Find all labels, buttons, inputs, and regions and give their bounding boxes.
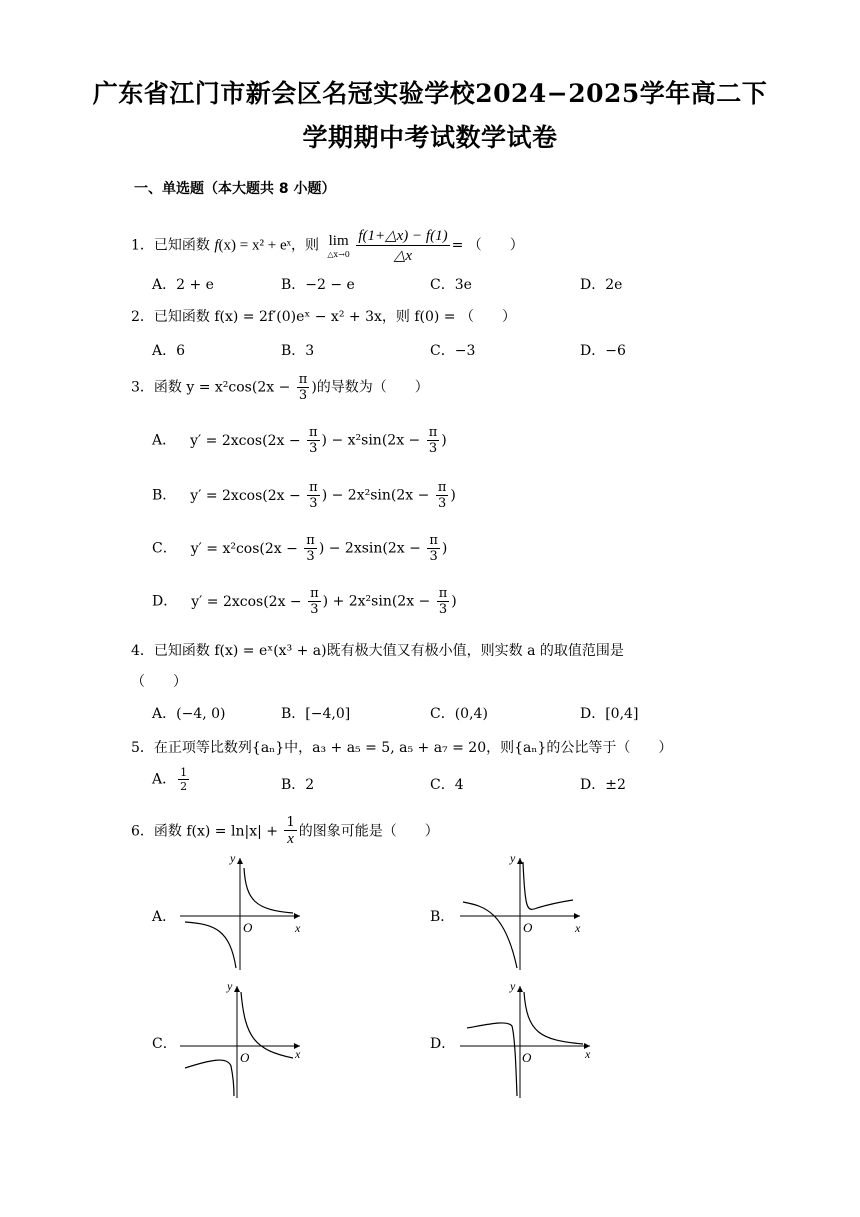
question-2: 2．已知函数 f(x) = 2f′(0)eˣ − x² + 3x，则 f(0) = （ ） xyxy=(131,309,516,325)
q1-number: 1． xyxy=(131,237,154,254)
section-heading: 一、单选题（本大题共 8 小题） xyxy=(134,181,336,197)
q6-option-b-label: B． xyxy=(430,909,455,925)
q5-option-d: D．±2 xyxy=(580,777,626,793)
q6-option-a-label: A． xyxy=(152,909,177,925)
q4-option-a: A．(−4, 0) xyxy=(152,706,226,722)
q3-option-b: B． y′ = 2xcos(2x − $\frac{\pi}{3}$ ) − 2x²sin(2x − $\frac{\pi}{3}$ ) xyxy=(152,480,456,511)
q6-option-d-label: D． xyxy=(430,1036,456,1052)
question-4: 4．已知函数 f(x) = eˣ(x³ + a)既有极大值又有极小值，则实数 a 的取值范围是 xyxy=(131,643,624,659)
svg-text:y: y xyxy=(510,979,516,993)
q2-option-b: B．3 xyxy=(281,343,315,359)
q6-option-c-label: C． xyxy=(152,1036,177,1052)
svg-text:y: y xyxy=(230,851,236,865)
q1-option-a: A．2 + e xyxy=(152,277,214,293)
svg-text:x: x xyxy=(575,921,581,935)
svg-text:x: x xyxy=(295,1047,301,1061)
q4-option-d: D．[0,4] xyxy=(580,706,639,722)
svg-text:O: O xyxy=(523,920,533,935)
question-1 xyxy=(131,226,524,265)
svg-text:O: O xyxy=(240,1050,250,1065)
q3-option-c: C． y′ = x²cos(2x − $\frac{\pi}{3}$ ) − 2xsin(2x − $\frac{\pi}{3}$ ) xyxy=(152,533,448,564)
q4-option-b: B．[−4,0] xyxy=(281,706,351,722)
svg-text:y: y xyxy=(227,979,233,993)
q6-graph-d xyxy=(455,978,600,1103)
q1-option-c: C．3e xyxy=(430,277,472,293)
q1-option-b: B．−2 − e xyxy=(281,277,355,293)
q2-option-d: D．−6 xyxy=(580,343,626,359)
q2-option-c: C．−3 xyxy=(430,343,476,359)
svg-text:y: y xyxy=(510,851,516,865)
q1-fraction: $\frac{f(1+\triangle x) - f(1)}{\triangle x}$ xyxy=(358,228,448,264)
q6-graph-b xyxy=(455,850,590,975)
q3-option-a: A． y′ = 2xcos(2x − $\frac{\pi}{3}$ ) − x²sin(2x − $\frac{\pi}{3}$ ) xyxy=(152,425,447,456)
svg-text:O: O xyxy=(522,1050,532,1065)
question-5: 5．在正项等比数列{aₙ}中，a₃ + a₅ = 5, a₅ + a₇ = 20，则{aₙ}的公比等于（ ） xyxy=(131,740,673,756)
q5-option-a: A． $\frac{1}{2}$ xyxy=(152,766,188,793)
exam-title-line2: 学期期中考试数学试卷 xyxy=(302,123,558,152)
q6-graph-a xyxy=(175,850,310,975)
svg-text:O: O xyxy=(243,920,253,935)
q1-tail: = （ ） xyxy=(451,237,524,254)
q1-stem-a: 已知函数 xyxy=(153,237,210,254)
q1-option-d: D．2e xyxy=(580,277,623,293)
q6-graph-c xyxy=(175,978,310,1103)
q1-limit: lim △x→0 xyxy=(327,232,350,259)
q1-function: f(x) = x² + eˣ xyxy=(214,237,291,254)
q1-stem-b: ，则 xyxy=(290,237,319,254)
q5-option-b: B．2 xyxy=(281,777,315,793)
question-6: 6．函数 f(x) = ln|x| + $\frac{1}{x}$ 的图象可能是（ ） xyxy=(131,815,439,847)
q2-option-a: A．6 xyxy=(152,343,186,359)
question-3: 3．函数 y = x²cos(2x − $\frac{\pi}{3}$ )的导数为（ ） xyxy=(131,372,429,403)
q3-option-d: D． y′ = 2xcos(2x − $\frac{\pi}{3}$ ) + 2x²sin(2x − $\frac{\pi}{3}$ ) xyxy=(152,586,457,617)
q4-option-c: C．(0,4) xyxy=(430,706,488,722)
exam-title-line1: 广东省江门市新会区名冠实验学校2024−2025学年高二下 xyxy=(92,79,768,108)
q5-option-c: C．4 xyxy=(430,777,464,793)
svg-text:x: x xyxy=(295,921,301,935)
question-4-cont: （ ） xyxy=(131,674,187,690)
svg-text:x: x xyxy=(585,1047,591,1061)
